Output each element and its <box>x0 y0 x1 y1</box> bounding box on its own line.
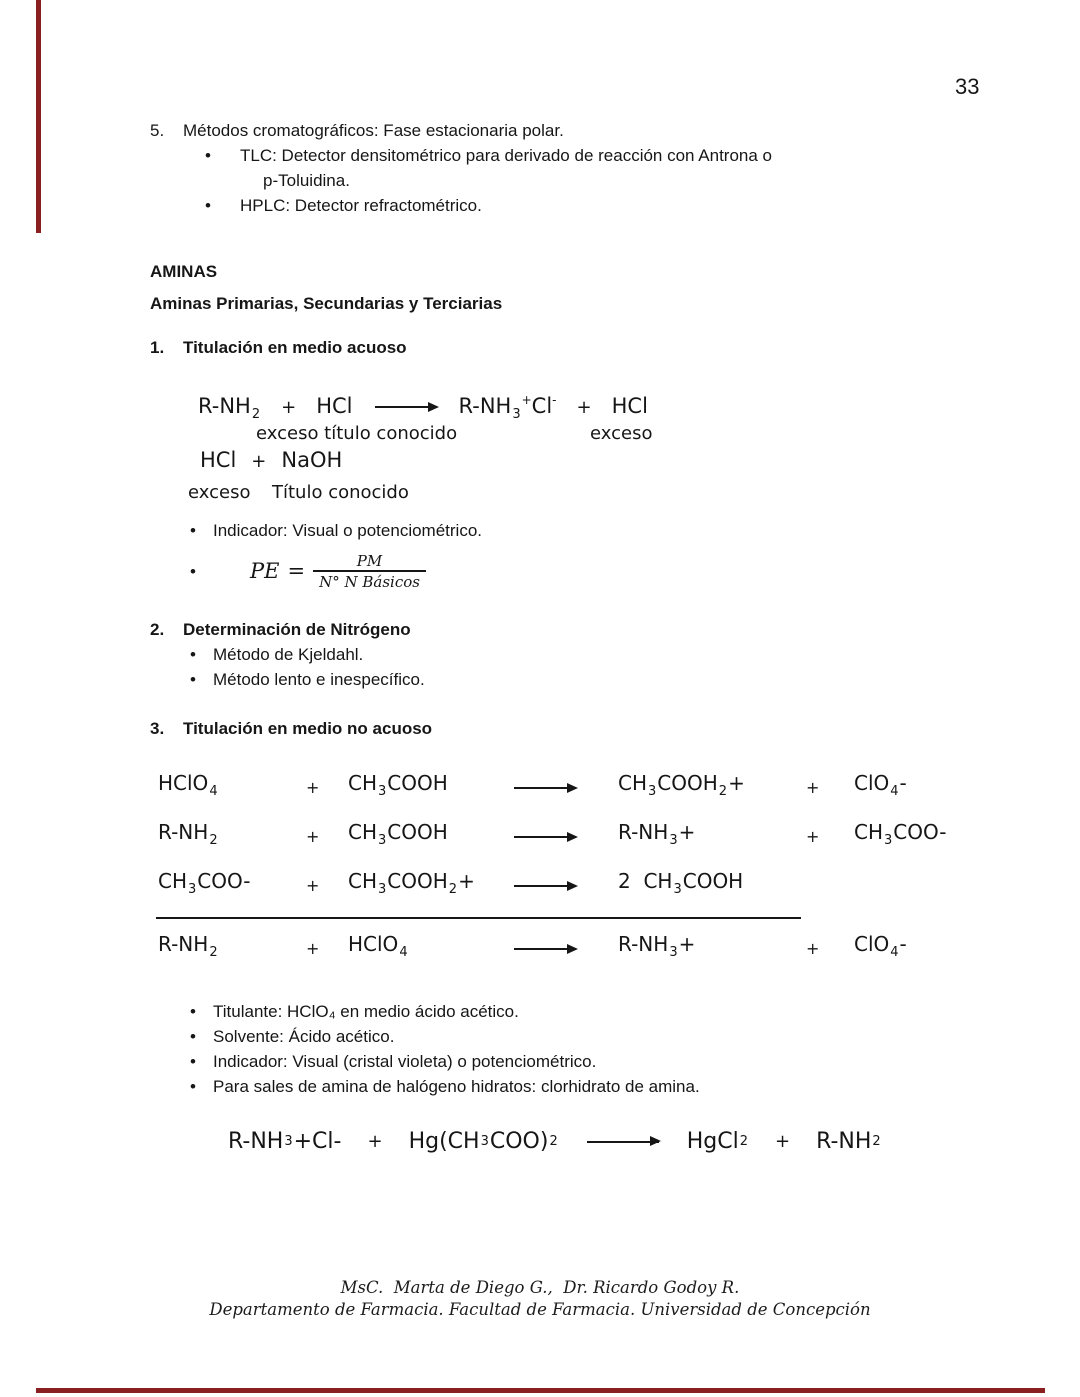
reaction-equation-mercury: R-NH 3 +Cl- + Hg(CH 3 COO) 2 HgCl 2 + R-NH 2 <box>228 1129 881 1154</box>
heading-number: 1. <box>150 338 165 357</box>
heading-1 <box>150 335 1045 360</box>
bullet-kjeldahl <box>150 642 1045 667</box>
page-number: 33 <box>955 74 980 99</box>
reactant: HClO$_4$ <box>158 771 218 799</box>
red-edge-mark-left <box>36 0 41 233</box>
plus-sign: + <box>306 876 320 895</box>
reactant: $R-NH_2$ <box>158 820 218 848</box>
product: $R-NH_3+$ <box>618 932 696 960</box>
heading-number: 3. <box>150 719 165 738</box>
bullet-icon <box>190 667 213 692</box>
reactant: $R-NH_2$ <box>158 932 218 960</box>
bullet-text: Titulante: HClO₄ en medio ácido acético. <box>213 1002 519 1021</box>
bullet-text: Método de Kjeldahl. <box>213 645 364 664</box>
bullet-text: Para sales de amina de halógeno hidratos: clorhidrato de amina. <box>213 1077 700 1096</box>
heading-text: Titulación en medio no acuoso <box>183 719 433 738</box>
bullet-indicador <box>150 518 1045 543</box>
footer-institution: Departamento de Farmacia. Facultad de Farmacia. Universidad de Concepción <box>209 1300 871 1319</box>
section-subtitle: Aminas Primarias, Secundarias y Terciarias <box>150 294 503 313</box>
heading-number: 2. <box>150 620 165 639</box>
reactant: $CH_3COOH$ <box>348 771 448 799</box>
list-item-number: 5. <box>150 121 165 140</box>
formula-lhs: PE <box>250 558 280 583</box>
page-content <box>150 118 1045 1154</box>
reaction-arrow <box>514 948 576 950</box>
bullet-tlc <box>150 143 1045 168</box>
plus-sign: + <box>306 778 320 797</box>
reactant: HClO$_4$ <box>348 932 408 960</box>
bullet-text: Método lento e inespecífico. <box>213 670 425 689</box>
bullet-icon <box>205 143 240 168</box>
reactant: $CH_3COOH$ <box>348 820 448 848</box>
bullet-metodo-lento <box>150 667 1045 692</box>
equation-label: exceso <box>590 423 653 444</box>
bullet-text: Solvente: Ácido acético. <box>213 1027 395 1046</box>
heading-text: Determinación de Nitrógeno <box>183 620 411 639</box>
reaction-equation-ch3coo <box>158 861 1045 910</box>
heading-2 <box>150 617 1045 642</box>
bullet-text: HPLC: Detector refractométrico. <box>240 196 482 215</box>
bullet-sales-amina <box>150 1074 1045 1099</box>
bullet-indicador-violeta <box>150 1049 1045 1074</box>
equation-label: exceso <box>188 482 251 503</box>
fraction-denominator: N° N Básicos <box>313 570 426 591</box>
bullet-icon <box>190 999 213 1024</box>
reaction-equation-net <box>158 924 1045 973</box>
reaction-arrow <box>514 836 576 838</box>
bullet-titulante <box>150 999 1045 1024</box>
plus-sign: + <box>806 778 820 797</box>
bullet-solvente <box>150 1024 1045 1049</box>
equation-label: exceso título conocido <box>256 423 458 444</box>
product: ClO$_4$- <box>854 932 907 960</box>
bullet-hplc <box>150 193 1045 218</box>
list-item-5 <box>150 118 1045 143</box>
heading-3 <box>150 716 1045 741</box>
equation-block-acuoso <box>186 388 1045 506</box>
fraction-numerator: PM <box>356 551 383 570</box>
reactant: $CH_3COO-$ <box>158 869 251 897</box>
plus-sign: + <box>806 827 820 846</box>
list-item-text: Métodos cromatográficos: Fase estacionaria polar. <box>183 121 564 140</box>
bullet-icon <box>190 518 213 543</box>
product: $CH_3COOH_2+$ <box>618 771 745 799</box>
bullet-icon <box>205 193 240 218</box>
red-edge-mark-bottom <box>36 1388 1045 1393</box>
reaction-equation-1: $R-NH_2$ + HCl $R-NH_3^+Cl^-$ + HCl <box>198 393 648 422</box>
reactant: $CH_3COOH_2+$ <box>348 869 475 897</box>
bullet-icon <box>190 1049 213 1074</box>
formula-equals: = <box>287 558 306 583</box>
bullet-text: Indicador: Visual (cristal violeta) o potenciométrico. <box>213 1052 597 1071</box>
footer-authors: MsC. Marta de Diego G., Dr. Ricardo Godoy R. <box>340 1278 740 1297</box>
s3-bullet-list <box>150 999 1045 1099</box>
formula-fraction <box>313 552 426 591</box>
bullet-icon <box>190 1024 213 1049</box>
equation-block-no-acuoso <box>158 763 1045 973</box>
bullet-tlc-continuation: p-Toluidina. <box>263 171 350 190</box>
bullet-text: Indicador: Visual o potenciométrico. <box>213 521 483 540</box>
product: $CH_3COO-$ <box>854 820 947 848</box>
section-title-aminas: AMINAS <box>150 262 218 281</box>
plus-sign: + <box>806 939 820 958</box>
sum-divider-line <box>156 917 801 919</box>
product: $R-NH_3+$ <box>618 820 696 848</box>
plus-sign: + <box>306 939 320 958</box>
product: ClO$_4$- <box>854 771 907 799</box>
bullet-pe-formula <box>150 547 1045 595</box>
pe-formula <box>250 552 426 591</box>
equation-label: Título conocido <box>272 482 409 503</box>
reaction-arrow <box>514 787 576 789</box>
reaction-arrow <box>514 885 576 887</box>
bullet-icon <box>190 559 213 584</box>
plus-sign: + <box>306 827 320 846</box>
bullet-text: TLC: Detector densitométrico para derivado de reacción con Antrona o <box>240 146 773 165</box>
heading-text: Titulación en medio acuoso <box>183 338 407 357</box>
reaction-equation-hclo4 <box>158 763 1045 812</box>
reaction-equation-2: HCl + NaOH <box>200 448 343 472</box>
reaction-equation-rnh2 <box>158 812 1045 861</box>
bullet-icon <box>190 1074 213 1099</box>
bullet-icon <box>190 642 213 667</box>
page-footer <box>0 1277 1080 1321</box>
product: 2 $CH_3COOH$ <box>618 869 744 897</box>
